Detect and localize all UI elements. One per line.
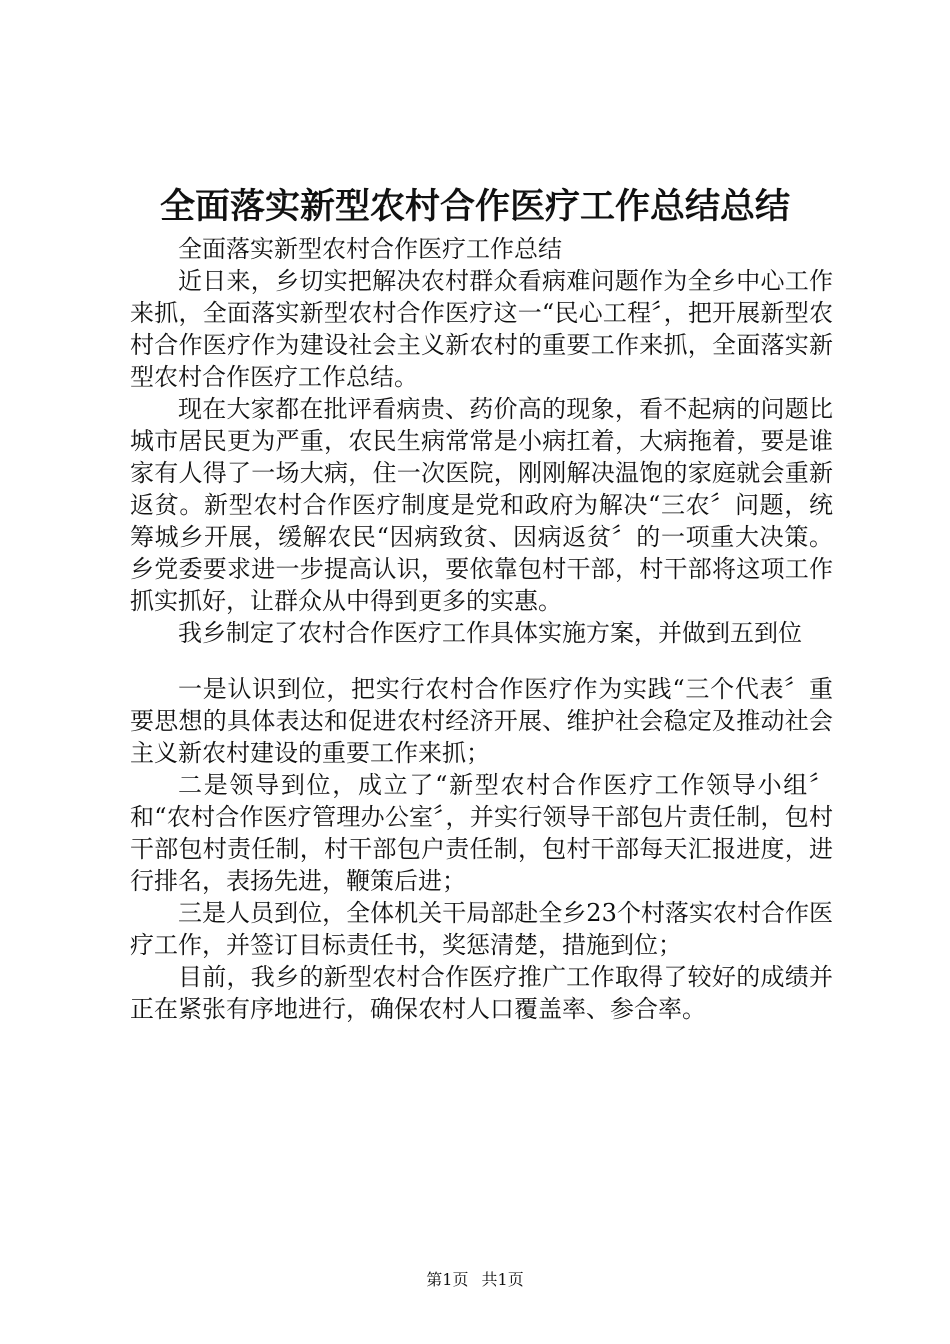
paragraph-background: 现在大家都在批评看病贵、药价高的现象，看不起病的问题比城市居民更为严重，农民生病常常是小病扛着，大病拖着，要是谁家有人得了一场大病，住一次医院，刚刚解决温饱的家庭就会重新返贫。新型农村合作医疗制度是党和政府为解决“三农〞问题，统筹城乡开展，缓解农民“因病致贫、因病返贫〞的一项重大决策。乡党委要求进一步提高认识，要依靠包村干部，村干部将这项工作抓实抓好，让群众从中得到更多的实惠。 xyxy=(130,395,833,615)
paragraph-spacer xyxy=(130,649,833,673)
paragraph-point-two: 二是领导到位，成立了“新型农村合作医疗工作领导小组〞和“农村合作医疗管理办公室〞，并实行领导干部包片责任制，包村干部包村责任制，村干部包户责任制，包村干部每天汇报进度，进行排名，表扬先进，鞭策后进； xyxy=(130,771,833,895)
paragraph-plan: 我乡制定了农村合作医疗工作具体实施方案，并做到五到位 xyxy=(178,619,802,647)
page-total: 共1页 xyxy=(481,1270,524,1289)
document-title: 全面落实新型农村合作医疗工作总结总结 xyxy=(159,187,790,227)
document-body xyxy=(130,233,833,1025)
paragraph-conclusion: 目前，我乡的新型农村合作医疗推广工作取得了较好的成绩并正在紧张有序地进行，确保农村人口覆盖率、参合率。 xyxy=(130,963,833,1023)
page-footer xyxy=(0,1270,950,1290)
paragraph-point-three: 三是人员到位，全体机关干局部赴全乡23个村落实农村合作医疗工作，并签订目标责任书，奖惩清楚，措施到位； xyxy=(130,899,833,959)
paragraph-intro: 近日来，乡切实把解决农村群众看病难问题作为全乡中心工作来抓，全面落实新型农村合作医疗这一“民心工程〞，把开展新型农村合作医疗作为建设社会主义新农村的重要工作来抓，全面落实新型农村合作医疗工作总结。 xyxy=(130,267,833,391)
paragraph-point-one: 一是认识到位，把实行农村合作医疗作为实践“三个代表〞重要思想的具体表达和促进农村经济开展、维护社会稳定及推动社会主义新农村建设的重要工作来抓； xyxy=(130,675,833,767)
page-number: 第1页 xyxy=(426,1270,469,1289)
document-subtitle: 全面落实新型农村合作医疗工作总结 xyxy=(178,235,562,263)
